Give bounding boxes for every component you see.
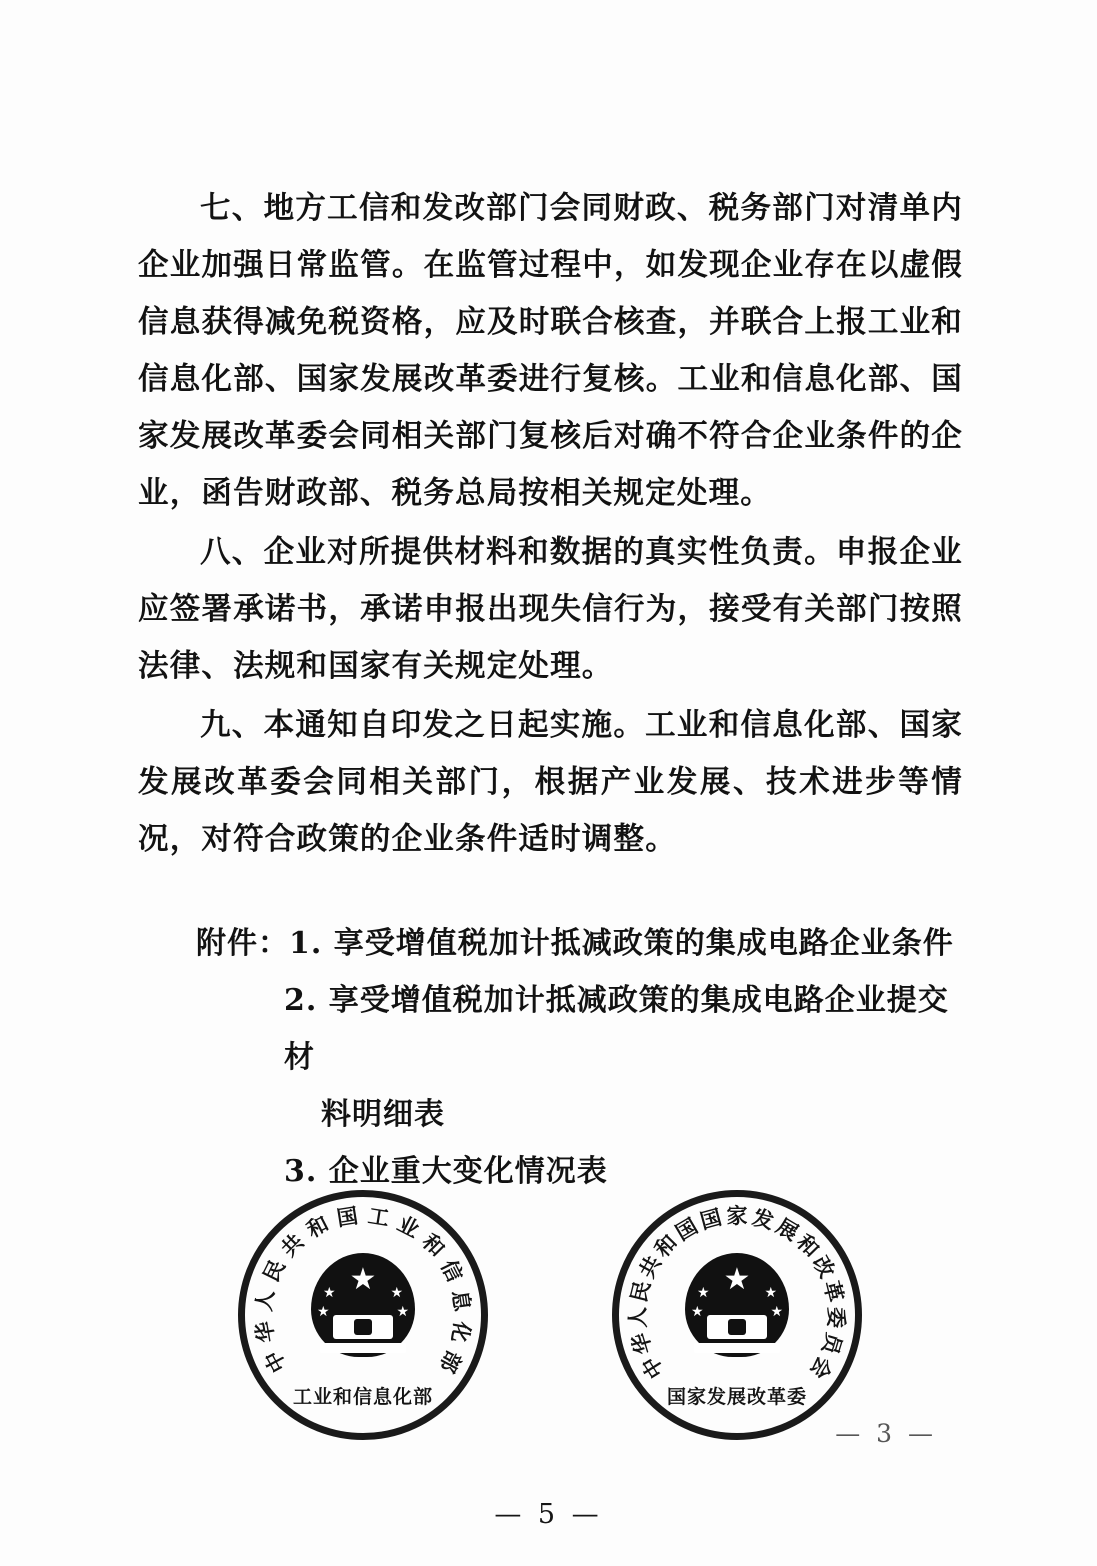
- document-body: [138, 180, 963, 870]
- attachment-3-text: 企业重大变化情况表: [328, 1154, 608, 1189]
- attachments-label: 附件：: [196, 926, 289, 961]
- page-number-secondary: — 3 —: [835, 1419, 937, 1448]
- attachment-2-number: 2.: [284, 983, 318, 1018]
- seal-left-ring-text: 中 华 人 民 共 和 国 工 业 和 信 息 化 部: [251, 1203, 475, 1377]
- national-emblem-icon: ★ ★ ★ ★ ★: [678, 1247, 796, 1369]
- attachments-block: [196, 915, 966, 1200]
- attachment-item-2: [196, 972, 966, 1086]
- attachment-item-3: [196, 1143, 966, 1200]
- attachment-1-number: 1.: [289, 926, 323, 961]
- attachment-1-text: 享受增值税加计抵减政策的集成电路企业条件: [333, 926, 954, 961]
- attachment-2-continuation: 料明细表: [321, 1097, 445, 1132]
- paragraph-9: 九、本通知自印发之日起实施。工业和信息化部、国家发展改革委会同相关部门，根据产业发展、技术进步等情况，对符合政策的企业条件适时调整。: [138, 707, 963, 857]
- official-seal-miit: [238, 1190, 488, 1440]
- attachment-item-1: [196, 915, 966, 972]
- attachment-3-number: 3.: [284, 1154, 318, 1189]
- national-emblem-icon: ★ ★ ★ ★ ★: [304, 1247, 422, 1369]
- page-number: — 5 —: [494, 1499, 603, 1530]
- attachment-2-text: 享受增值税加计抵减政策的集成电路企业提交材: [284, 983, 949, 1075]
- paragraph-7: 七、地方工信和发改部门会同财政、税务部门对清单内企业加强日常监管。在监管过程中，如发现企业存在以虚假信息获得减免税资格，应及时联合核查，并联合上报工业和信息化部、国家发展改革委进行复核。工业和信息化部、国家发展改革委会同相关部门复核后对确不符合企业条件的企业，函告财政部、税务总局按相关规定处理。: [138, 190, 963, 511]
- official-seal-ndrc: [612, 1190, 862, 1440]
- paragraph-8: 八、企业对所提供材料和数据的真实性负责。申报企业应签署承诺书，承诺申报出现失信行为，接受有关部门按照法律、法规和国家有关规定处理。: [138, 534, 963, 684]
- seal-left-bottom-text: 工业和信息化部: [292, 1386, 433, 1408]
- seal-right-bottom-text: 国家发展改革委: [666, 1386, 807, 1408]
- seal-right-ring-text: 中 华 人 民 共 和 国 国 家 发 展 和 改 革 委 员 会: [625, 1204, 849, 1383]
